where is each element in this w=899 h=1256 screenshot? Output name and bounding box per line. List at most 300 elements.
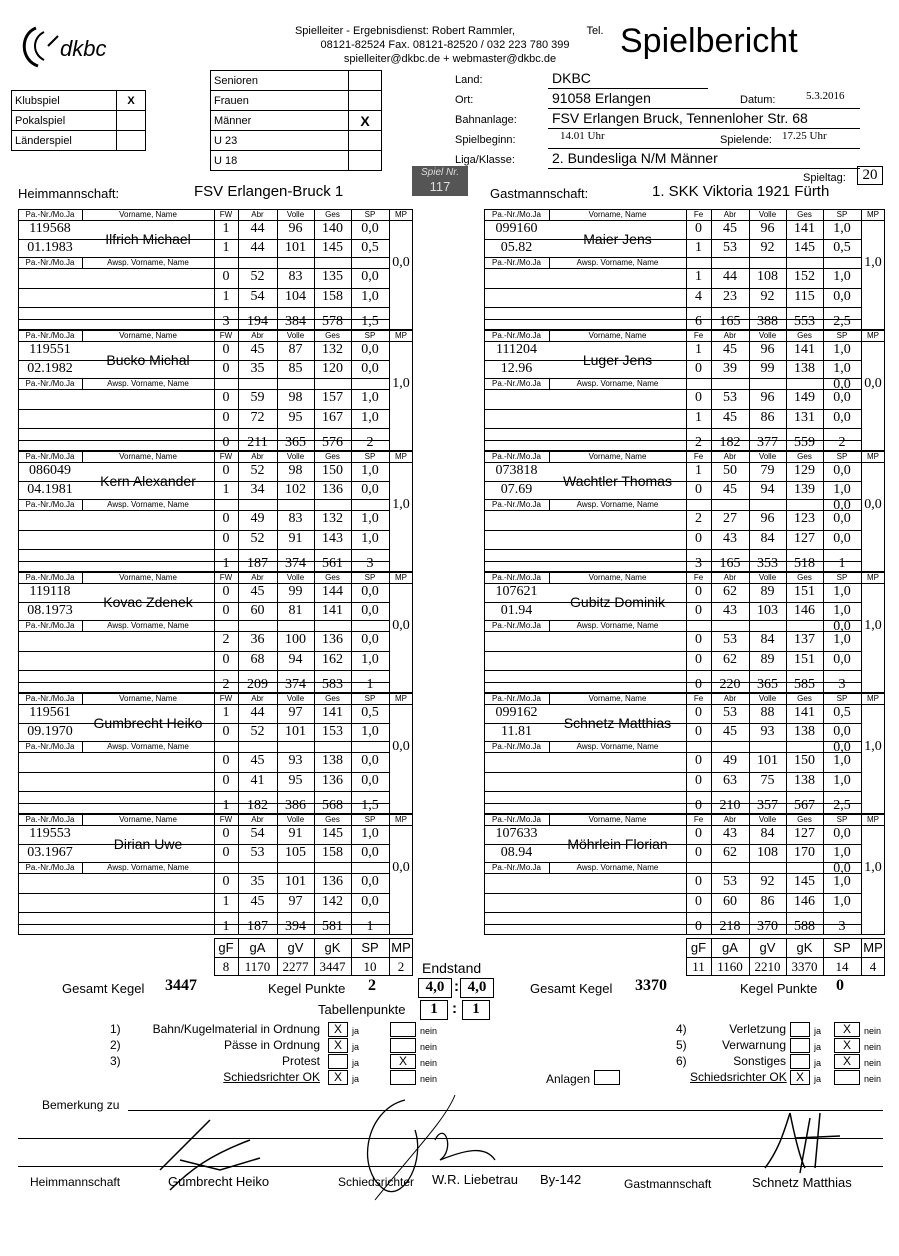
nein-label: nein [864, 1026, 882, 1036]
score-ges: 141 [322, 603, 343, 618]
player-name: Dirian Uwe [113, 836, 183, 852]
grid-line [861, 220, 885, 221]
score-ges: 136 [322, 632, 343, 647]
player-name: Kern Alexander [100, 473, 196, 489]
sig-ref-label: Schiedsrichter [338, 1175, 415, 1189]
pass-number: 073818 [495, 463, 538, 478]
player-name: Gubitz Dominik [570, 594, 665, 610]
ja-box [790, 1038, 810, 1053]
grid-line [389, 462, 413, 463]
summary-label: gV [287, 940, 304, 955]
score-fw: 0 [222, 269, 230, 284]
score-sp: 0,0 [833, 724, 851, 739]
score-abr: 43 [723, 603, 737, 618]
summary-value: 2210 [754, 959, 781, 974]
summary-label: MP [391, 940, 411, 955]
awsp-caption: Awsp. Vorname, Name [576, 863, 659, 872]
match-type-label: Pokalspiel [12, 111, 117, 131]
summary-label: gK [796, 940, 813, 955]
total-fw: 2 [695, 435, 702, 450]
score-volle: 98 [288, 463, 303, 478]
total-volle: 365 [285, 435, 306, 450]
score-fw: 0 [695, 603, 702, 618]
pass-number: 119561 [29, 705, 71, 720]
match-type-label: Länderspiel [12, 131, 117, 151]
ja-box: X [790, 1070, 810, 1085]
summary-value: 8 [222, 959, 230, 974]
mp-caption: MP [867, 452, 879, 461]
score-abr: 23 [723, 289, 737, 304]
ges-caption: Ges [797, 210, 812, 219]
score-volle: 95 [288, 773, 303, 788]
total-sp: 2,5 [833, 798, 851, 813]
score-fw: 0 [222, 463, 230, 478]
home-gesamt-value: 3447 [165, 977, 197, 994]
score-abr: 62 [723, 584, 737, 599]
score-abr: 41 [250, 773, 265, 788]
score-sp: 1,0 [833, 845, 851, 860]
sig-ref-name: W.R. Liebetrau [432, 1172, 518, 1187]
volle-caption: Volle [758, 210, 777, 219]
birth-date: 03.1967 [27, 845, 73, 860]
grid-line [484, 912, 861, 913]
total-ges: 576 [322, 435, 343, 450]
score-sp: 0,0 [361, 482, 379, 497]
ort-label: Ort: [455, 94, 474, 106]
birth-date: 11.81 [501, 724, 532, 739]
score-abr: 45 [250, 894, 265, 909]
sp-caption: SP [836, 694, 848, 703]
pass-number: 099162 [495, 705, 538, 720]
score-sp: 1,0 [833, 753, 851, 768]
sub-sp: 0,0 [833, 861, 851, 876]
score-abr: 68 [250, 652, 265, 667]
ja-label: ja [814, 1026, 822, 1036]
ja-label: ja [814, 1042, 822, 1052]
score-fw: 1 [695, 410, 702, 425]
total-volle: 357 [757, 798, 778, 813]
nein-box: X [834, 1054, 860, 1069]
score-abr: 44 [250, 221, 265, 236]
pa-caption: Pa.-Nr./Mo.Ja [492, 621, 541, 630]
away-signature [760, 1108, 850, 1178]
summary-value: 4 [869, 959, 877, 974]
match-points: 0,0 [864, 497, 882, 512]
sp-caption: SP [364, 452, 376, 461]
score-fw: 0 [222, 361, 230, 376]
total-fw: 3 [695, 556, 702, 571]
beginn-label: Spielbeginn: [455, 134, 516, 146]
away-team-label: Gastmannschaft: [490, 186, 589, 201]
summary-label: SP [361, 940, 379, 955]
total-abr: 211 [247, 435, 268, 450]
total-fw: 0 [695, 798, 702, 813]
score-abr: 50 [723, 463, 737, 478]
score-fw: 0 [222, 531, 230, 546]
ja-label: ja [814, 1058, 822, 1068]
volle-caption: Volle [758, 452, 777, 461]
score-ges: 138 [794, 361, 815, 376]
score-abr: 52 [250, 531, 265, 546]
score-abr: 53 [723, 705, 737, 720]
score-sp: 1,0 [833, 603, 851, 618]
pa-caption: Pa.-Nr./Mo.Ja [492, 500, 541, 509]
total-abr: 165 [719, 556, 741, 571]
anlagen-box [594, 1070, 620, 1085]
org-line-3: spielleiter@dkbc.de + webmaster@dkbc.de [343, 53, 557, 65]
name-caption: Vorname, Name [588, 452, 647, 461]
fw-caption: Fe [693, 694, 704, 703]
score-volle: 89 [760, 652, 775, 667]
score-ges: 167 [322, 410, 343, 425]
score-ges: 144 [322, 584, 343, 599]
nein-label: nein [420, 1074, 438, 1084]
pass-number: 107633 [495, 826, 538, 841]
score-fw: 1 [222, 221, 230, 236]
score-volle: 101 [285, 874, 306, 889]
match-type-row [12, 91, 146, 111]
score-abr: 35 [250, 361, 265, 376]
score-abr: 45 [250, 753, 265, 768]
score-fw: 2 [222, 632, 230, 647]
sp-caption: SP [836, 815, 848, 824]
check-label: Bahn/Kugelmaterial in Ordnung [152, 1022, 320, 1036]
abr-caption: Abr [723, 694, 737, 703]
check-number: 2) [110, 1038, 121, 1052]
mp-caption: MP [395, 452, 407, 461]
match-points: 0,0 [392, 618, 410, 633]
ges-caption: Ges [325, 210, 340, 219]
score-ges: 132 [322, 511, 343, 526]
score-volle: 92 [760, 874, 775, 889]
score-ges: 146 [794, 894, 815, 909]
score-sp: 1,0 [833, 773, 851, 788]
summary-label: gF [690, 940, 707, 955]
mp-caption: MP [867, 815, 879, 824]
score-volle: 96 [760, 390, 775, 405]
score-sp: 0,0 [361, 221, 379, 236]
total-sp: 1,5 [361, 314, 379, 329]
score-sp: 0,5 [833, 240, 851, 255]
ja-box: X [328, 1038, 348, 1053]
category-mark [349, 151, 382, 171]
score-fw: 0 [222, 652, 230, 667]
total-ges: 559 [794, 435, 815, 450]
ja-box: X [328, 1070, 348, 1085]
summary-label: gF [218, 940, 234, 955]
org-line-2: 08121-82524 Fax. 08121-82520 / 032 223 780 399 [320, 39, 570, 51]
grid-line [389, 704, 413, 705]
dkbc-logo [14, 22, 124, 72]
score-sp: 1,0 [833, 632, 851, 647]
score-fw: 1 [222, 894, 230, 909]
score-sp: 0,0 [361, 603, 379, 618]
total-ges: 553 [794, 314, 815, 329]
score-volle: 101 [285, 724, 306, 739]
grid-line [18, 791, 389, 792]
total-sp: 1 [366, 677, 374, 692]
score-ges: 131 [794, 410, 815, 425]
name-caption: Vorname, Name [119, 210, 177, 219]
total-fw: 6 [695, 314, 702, 329]
score-fw: 0 [695, 390, 702, 405]
score-sp: 1,0 [361, 531, 379, 546]
name-caption: Vorname, Name [119, 331, 177, 340]
score-volle: 85 [288, 361, 303, 376]
score-fw: 0 [222, 342, 230, 357]
volle-caption: Volle [286, 331, 305, 340]
pa-caption: Pa.-Nr./Mo.Ja [25, 621, 75, 630]
score-ges: 139 [794, 482, 815, 497]
score-sp: 1,0 [361, 826, 379, 841]
ja-label: ja [352, 1026, 360, 1036]
volle-caption: Volle [758, 694, 777, 703]
score-ges: 127 [794, 531, 815, 546]
volle-caption: Volle [758, 573, 777, 582]
total-fw: 1 [222, 919, 230, 934]
score-volle: 81 [288, 603, 303, 618]
total-volle: 386 [285, 798, 306, 813]
player-name: Bucko Michal [106, 352, 190, 368]
name-caption: Vorname, Name [588, 331, 647, 340]
total-volle: 384 [285, 314, 306, 329]
score-abr: 27 [723, 511, 737, 526]
score-ges: 151 [794, 584, 815, 599]
pass-number: 119568 [29, 221, 71, 236]
score-fw: 0 [695, 753, 702, 768]
score-volle: 83 [288, 269, 303, 284]
endstand-home: 4,0 [418, 978, 452, 998]
away-kegelpunkte-label: Kegel Punkte [740, 981, 818, 996]
player-name: Wachtler Thomas [563, 473, 672, 489]
total-abr: 182 [719, 435, 741, 450]
score-ges: 145 [322, 240, 343, 255]
pa-caption: Pa.-Nr./Mo.Ja [492, 694, 541, 703]
nein-box [834, 1070, 860, 1085]
score-volle: 96 [760, 342, 775, 357]
score-abr: 54 [250, 289, 265, 304]
pa-caption: Pa.-Nr./Mo.Ja [492, 742, 541, 751]
category-label: Frauen [211, 91, 349, 111]
score-fw: 0 [222, 584, 230, 599]
abr-caption: Abr [251, 694, 264, 703]
summary-value: 2 [397, 959, 405, 974]
grid-line [18, 912, 389, 913]
score-volle: 103 [757, 603, 778, 618]
grid-line [861, 462, 885, 463]
score-volle: 92 [760, 289, 775, 304]
score-abr: 60 [250, 603, 265, 618]
score-volle: 96 [760, 221, 775, 236]
score-volle: 96 [760, 511, 775, 526]
mp-caption: MP [867, 694, 879, 703]
score-volle: 96 [288, 221, 303, 236]
score-abr: 43 [723, 826, 737, 841]
logo-text: dkbc [60, 36, 107, 61]
away-gesamt-value: 3370 [635, 977, 667, 994]
score-abr: 44 [723, 269, 737, 284]
grid-line [861, 583, 885, 584]
match-type-mark: X [117, 91, 146, 111]
pass-number: 119551 [29, 342, 71, 357]
score-sp: 0,0 [361, 342, 379, 357]
beginn-value: 14.01 Uhr [560, 130, 605, 142]
summary-value: 10 [363, 959, 377, 974]
score-volle: 84 [760, 531, 775, 546]
nein-box [390, 1022, 416, 1037]
score-fw: 1 [695, 269, 702, 284]
ja-box: X [328, 1022, 348, 1037]
score-sp: 1,0 [833, 361, 851, 376]
score-volle: 92 [760, 240, 775, 255]
total-abr: 218 [719, 919, 741, 934]
summary-value: 3370 [791, 959, 818, 974]
score-abr: 62 [723, 845, 737, 860]
grid-line [861, 825, 885, 826]
ja-box [790, 1054, 810, 1069]
score-sp: 0,0 [833, 826, 851, 841]
score-fw: 1 [222, 705, 230, 720]
summary-label: gA [722, 940, 738, 955]
match-type-row [12, 131, 146, 151]
sp-caption: SP [836, 210, 848, 219]
awsp-caption: Awsp. Vorname, Name [107, 863, 189, 872]
check-number: 3) [110, 1054, 121, 1068]
score-ges: 120 [322, 361, 343, 376]
total-fw: 1 [222, 798, 230, 813]
score-fw: 1 [695, 463, 702, 478]
home-team-name: FSV Erlangen-Bruck 1 [194, 183, 344, 200]
score-abr: 53 [250, 845, 265, 860]
score-fw: 0 [695, 482, 702, 497]
category-mark [349, 91, 382, 111]
match-points: 1,0 [864, 860, 882, 875]
score-volle: 108 [757, 845, 778, 860]
score-sp: 1,0 [833, 584, 851, 599]
pa-caption: Pa.-Nr./Mo.Ja [25, 500, 75, 509]
sig-away-name: Schnetz Matthias [752, 1175, 852, 1190]
datum-label: Datum: [740, 94, 776, 106]
score-sp: 0,0 [833, 289, 851, 304]
pa-caption: Pa.-Nr./Mo.Ja [25, 863, 75, 872]
score-sp: 0,0 [833, 390, 851, 405]
score-volle: 95 [288, 410, 303, 425]
fw-caption: Fe [693, 331, 704, 340]
nein-label: nein [864, 1042, 882, 1052]
score-ges: 136 [322, 874, 343, 889]
player-name: Luger Jens [582, 352, 653, 368]
total-volle: 377 [757, 435, 778, 450]
check-label: Sonstiges [733, 1054, 786, 1068]
score-fw: 0 [695, 584, 702, 599]
score-fw: 0 [695, 705, 702, 720]
referee-signature [345, 1090, 505, 1210]
birth-date: 01.94 [500, 603, 533, 618]
awsp-caption: Awsp. Vorname, Name [576, 621, 659, 630]
nein-label: nein [864, 1058, 882, 1068]
total-ges: 567 [794, 798, 815, 813]
score-abr: 45 [723, 221, 737, 236]
total-abr: 194 [247, 314, 268, 329]
category-label: U 18 [211, 151, 349, 171]
pa-caption: Pa.-Nr./Mo.Ja [492, 573, 541, 582]
score-sp: 0,0 [833, 531, 851, 546]
score-ges: 145 [794, 240, 815, 255]
sp-caption: SP [364, 331, 376, 340]
score-sp: 1,0 [361, 652, 379, 667]
player-name: Kovac Zdenek [103, 594, 193, 610]
score-ges: 149 [794, 390, 815, 405]
birth-date: 12.96 [500, 361, 533, 376]
volle-caption: Volle [286, 573, 305, 582]
grid-line [861, 704, 885, 705]
score-volle: 94 [288, 652, 303, 667]
category-row [211, 151, 382, 171]
mp-caption: MP [395, 331, 407, 340]
ort-value: 91058 Erlangen [552, 90, 651, 106]
score-volle: 105 [285, 845, 306, 860]
nein-label: nein [420, 1026, 438, 1036]
score-ges: 136 [322, 482, 343, 497]
score-fw: 0 [695, 531, 702, 546]
birth-date: 02.1982 [27, 361, 73, 376]
endstand-label: Endstand [422, 960, 482, 976]
score-abr: 45 [723, 410, 737, 425]
match-type-label: Klubspiel [12, 91, 117, 111]
pass-number: 086049 [29, 463, 71, 478]
score-abr: 53 [723, 874, 737, 889]
summary-value: 1170 [244, 959, 271, 974]
score-ges: 145 [322, 826, 343, 841]
ende-value: 17.25 Uhr [782, 130, 827, 142]
category-row [211, 131, 382, 151]
match-points: 1,0 [392, 376, 410, 391]
total-abr: 187 [247, 919, 268, 934]
match-type-row [12, 111, 146, 131]
score-fw: 0 [222, 724, 230, 739]
summary-label: MP [863, 940, 883, 955]
total-volle: 374 [285, 556, 306, 571]
score-fw: 0 [222, 874, 230, 889]
total-abr: 210 [719, 798, 741, 813]
awsp-caption: Awsp. Vorname, Name [107, 379, 189, 388]
pa-caption: Pa.-Nr./Mo.Ja [492, 379, 541, 388]
match-type-mark [117, 131, 146, 151]
total-fw: 0 [222, 435, 230, 450]
mp-caption: MP [867, 331, 879, 340]
pa-caption: Pa.-Nr./Mo.Ja [492, 863, 541, 872]
player-name: Gumbrecht Heiko [93, 715, 203, 731]
sub-sp: 0,0 [833, 377, 851, 392]
nein-box: X [390, 1054, 416, 1069]
volle-caption: Volle [758, 815, 777, 824]
score-ges: 127 [794, 826, 815, 841]
away-gesamt-label: Gesamt Kegel [530, 981, 613, 996]
total-ges: 585 [794, 677, 815, 692]
pa-caption: Pa.-Nr./Mo.Ja [25, 210, 75, 219]
sub-sp: 0,0 [833, 619, 851, 634]
score-fw: 1 [222, 240, 230, 255]
endstand-away: 4,0 [460, 978, 494, 998]
category-mark: X [349, 111, 382, 131]
score-fw: 1 [222, 482, 230, 497]
abr-caption: Abr [251, 573, 264, 582]
score-abr: 53 [723, 240, 737, 255]
score-ges: 162 [322, 652, 343, 667]
player-name: Möhrlein Florian [567, 836, 668, 852]
score-ges: 157 [322, 390, 343, 405]
total-volle: 394 [285, 919, 306, 934]
